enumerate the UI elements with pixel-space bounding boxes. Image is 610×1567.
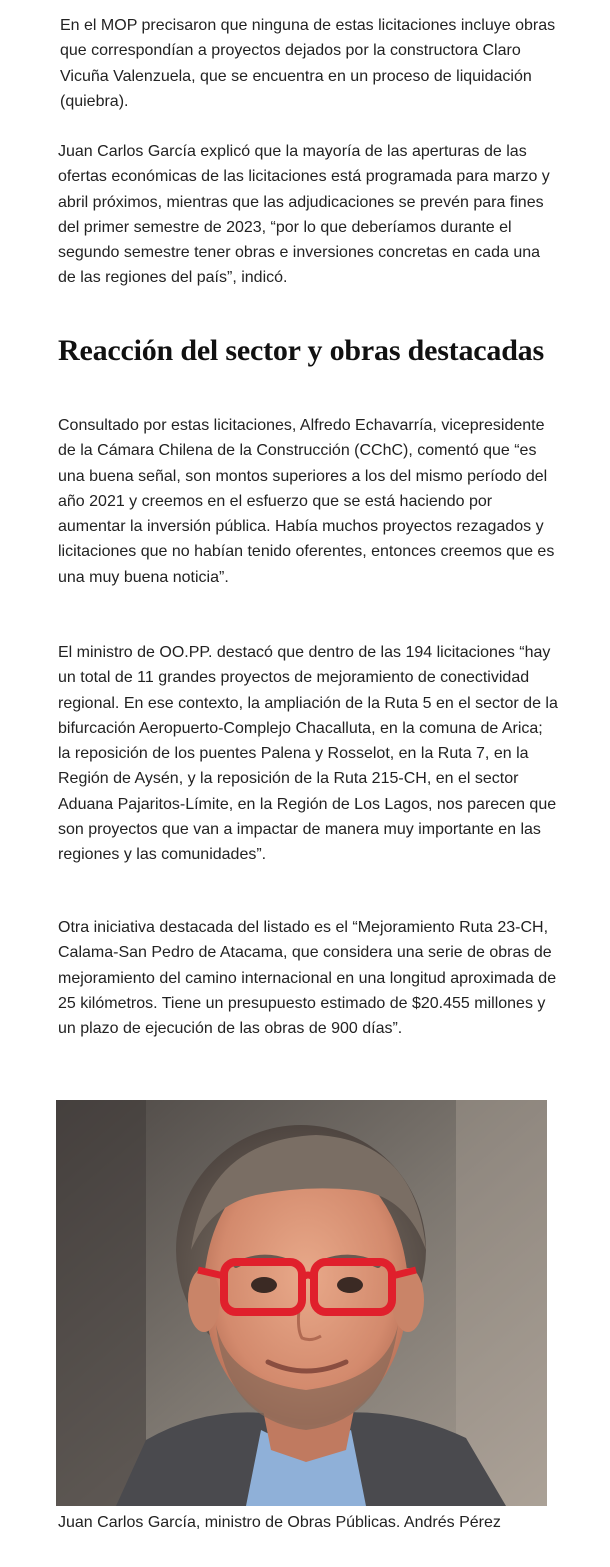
photo-caption: Juan Carlos García, ministro de Obras Públicas. Andrés Pérez (58, 1514, 501, 1531)
portrait-illustration (56, 1100, 547, 1506)
paragraph-mop-statement: En el MOP precisaron que ninguna de estas licitaciones incluye obras que correspondían a proyectos dejados por la constructora Claro Vicuña Valenzuela, que se encuentra en un proceso de liquidación (quiebra). (60, 17, 556, 110)
minister-photo (56, 1100, 547, 1506)
paragraph-cchc-reaction: Consultado por estas licitaciones, Alfredo Echavarría, vicepresidente de la Cámara Chilena de la Construcción (CChC), comentó que “es una buena señal, son montos superiores a los del mismo período del año 2021 y creemos en el esfuerzo que se está haciendo por aumentar la inversión pública. Había muchos proyectos rezagados y licitaciones que no habían tenido oferentes, entonces creemos que es una muy buena noticia”. (58, 417, 555, 586)
paragraph-ruta-23: Otra iniciativa destacada del listado es el “Mejoramiento Ruta 23-CH, Calama-San Pedro de Atacama, que considera una serie de obras de mejoramiento del camino internacional en una longitud aproximada de 25 kilómetros. Tiene un presupuesto estimado de $20.455 millones y un plazo de ejecución de las obras de 900 días”. (58, 919, 557, 1038)
paragraph-garcia-schedule: Juan Carlos García explicó que la mayoría de las aperturas de las ofertas económicas de las licitaciones está programada para marzo y abril próximos, mientras que las adjudicaciones se prevén para fines del primer semestre de 2023, “por lo que deberíamos durante el segundo semestre tener obras e inversiones concretas en cada una de las regiones del país”, indicó. (58, 143, 550, 287)
paragraph-minister-projects: El ministro de OO.PP. destacó que dentro de las 194 licitaciones “hay un total de 11 grandes proyectos de mejoramiento de conectividad regional. En ese contexto, la ampliación de la Ruta 5 en el sector de la bifurcación Aeropuerto-Complejo Chacalluta, en la comuna de Arica; la reposición de los puentes Palena y Rosselot, en la Ruta 7, en la Región de Aysén, y la reposición de la Ruta 215-CH, en el sector Aduana Pajaritos-Límite, en la Región de Los Lagos, nos parecen que son proyectos que van a impactar de manera muy importante en las regiones y las comunidades”. (58, 644, 558, 864)
section-heading: Reacción del sector y obras destacadas (58, 334, 544, 367)
